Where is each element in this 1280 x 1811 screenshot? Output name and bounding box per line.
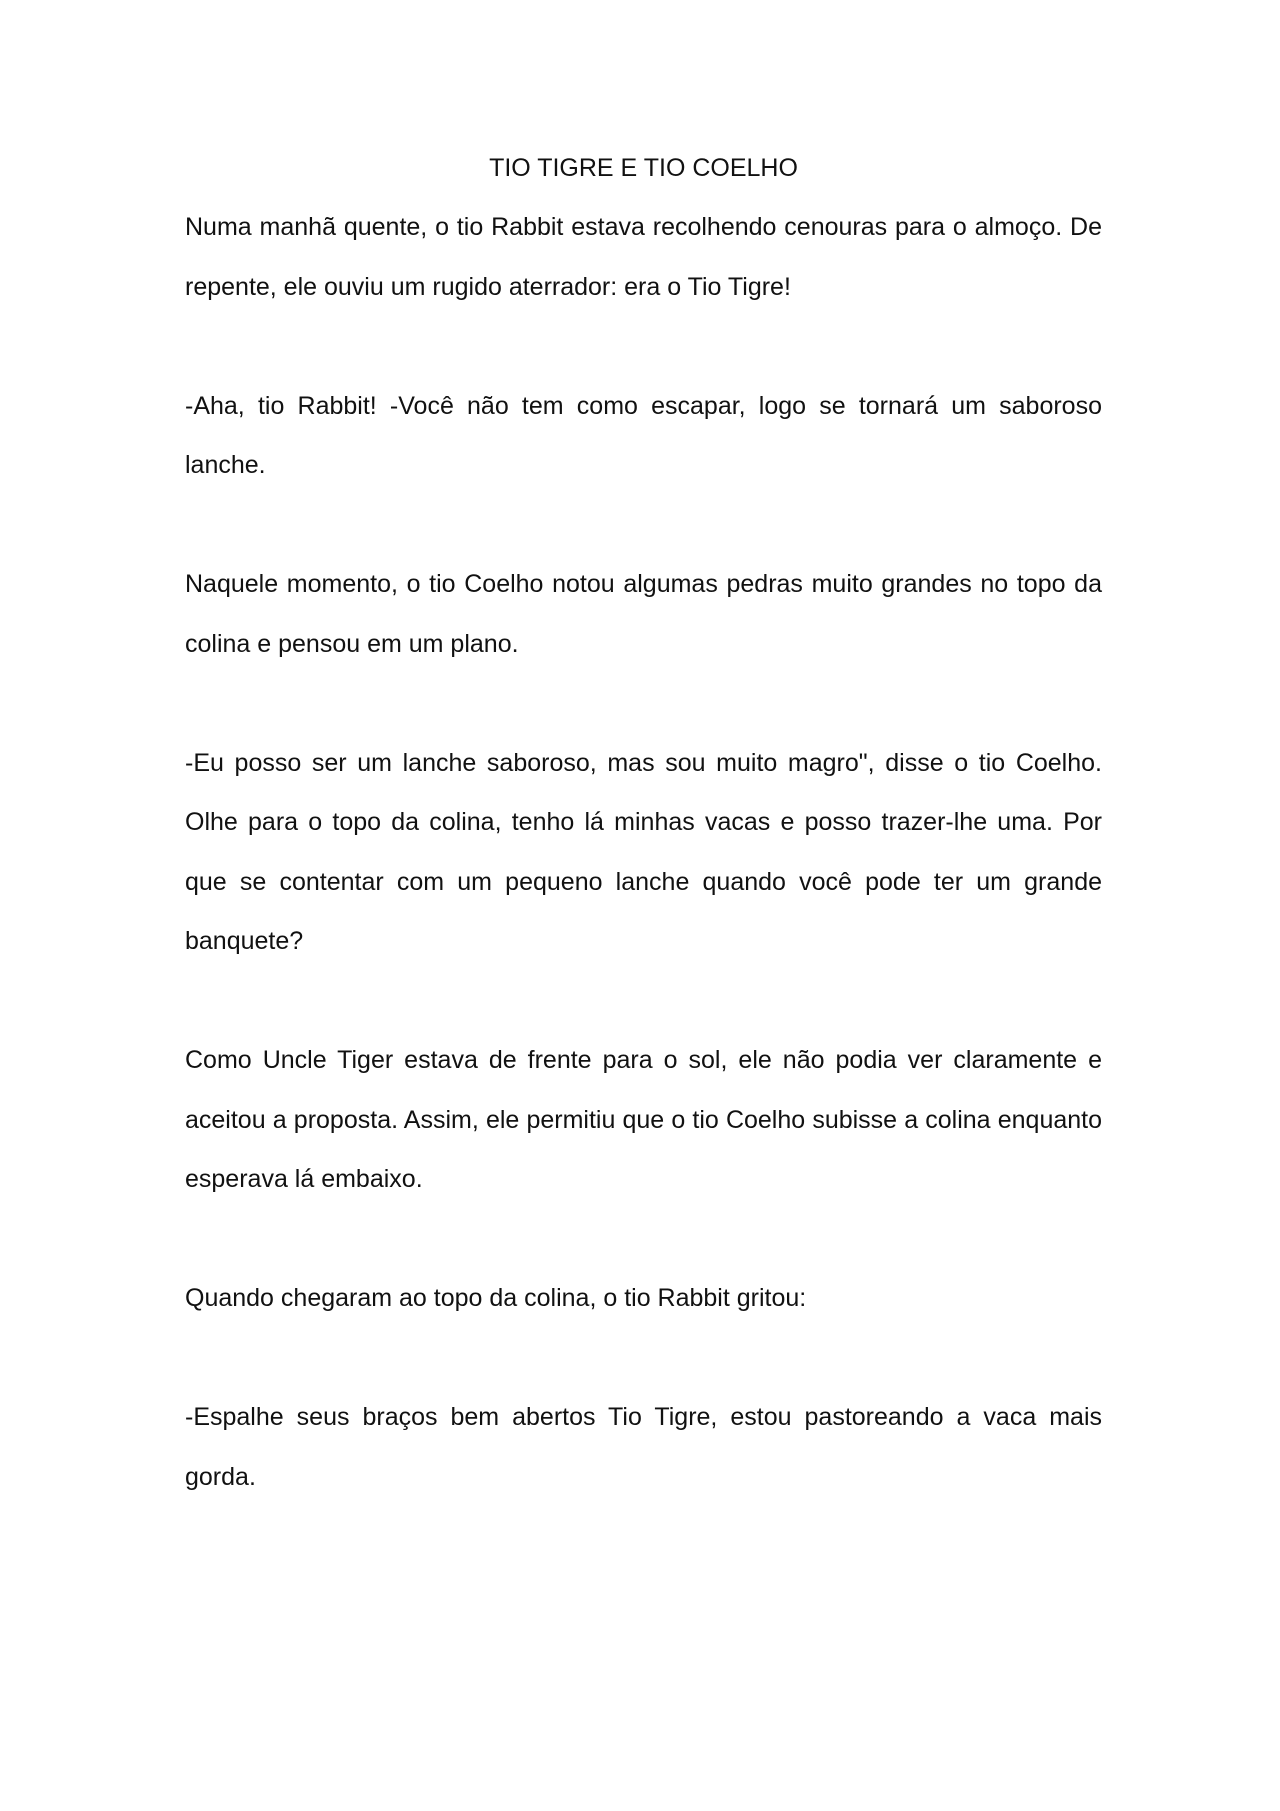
paragraph-4: -Eu posso ser um lanche saboroso, mas sou muito magro", disse o tio Coelho. Olhe para o topo da colina, tenho lá minhas vacas e posso trazer-lhe uma. Por que se contentar com um pequeno lanche quando você pode ter um grande banquete? xyxy=(185,748,1102,955)
paragraph-5: Como Uncle Tiger estava de frente para o sol, ele não podia ver claramente e aceitou a proposta. Assim, ele permitiu que o tio Coelho subisse a colina enquanto esperava lá embaixo. xyxy=(185,1046,1102,1193)
paragraph-3: Naquele momento, o tio Coelho notou algumas pedras muito grandes no topo da colina e pensou em um plano. xyxy=(185,570,1102,658)
paragraph-2: -Aha, tio Rabbit! -Você não tem como escapar, logo se tornará um saboroso lanche. xyxy=(185,391,1102,479)
document-body xyxy=(185,150,1102,1507)
paragraph-7: -Espalhe seus braços bem abertos Tio Tigre, estou pastoreando a vaca mais gorda. xyxy=(185,1403,1102,1491)
paragraph-1: Numa manhã quente, o tio Rabbit estava recolhendo cenouras para o almoço. De repente, ele ouviu um rugido aterrador: era o Tio Tigre! xyxy=(185,213,1102,301)
paragraph-6: Quando chegaram ao topo da colina, o tio Rabbit gritou: xyxy=(185,1284,807,1312)
document-title: TIO TIGRE E TIO COELHO xyxy=(489,154,798,182)
